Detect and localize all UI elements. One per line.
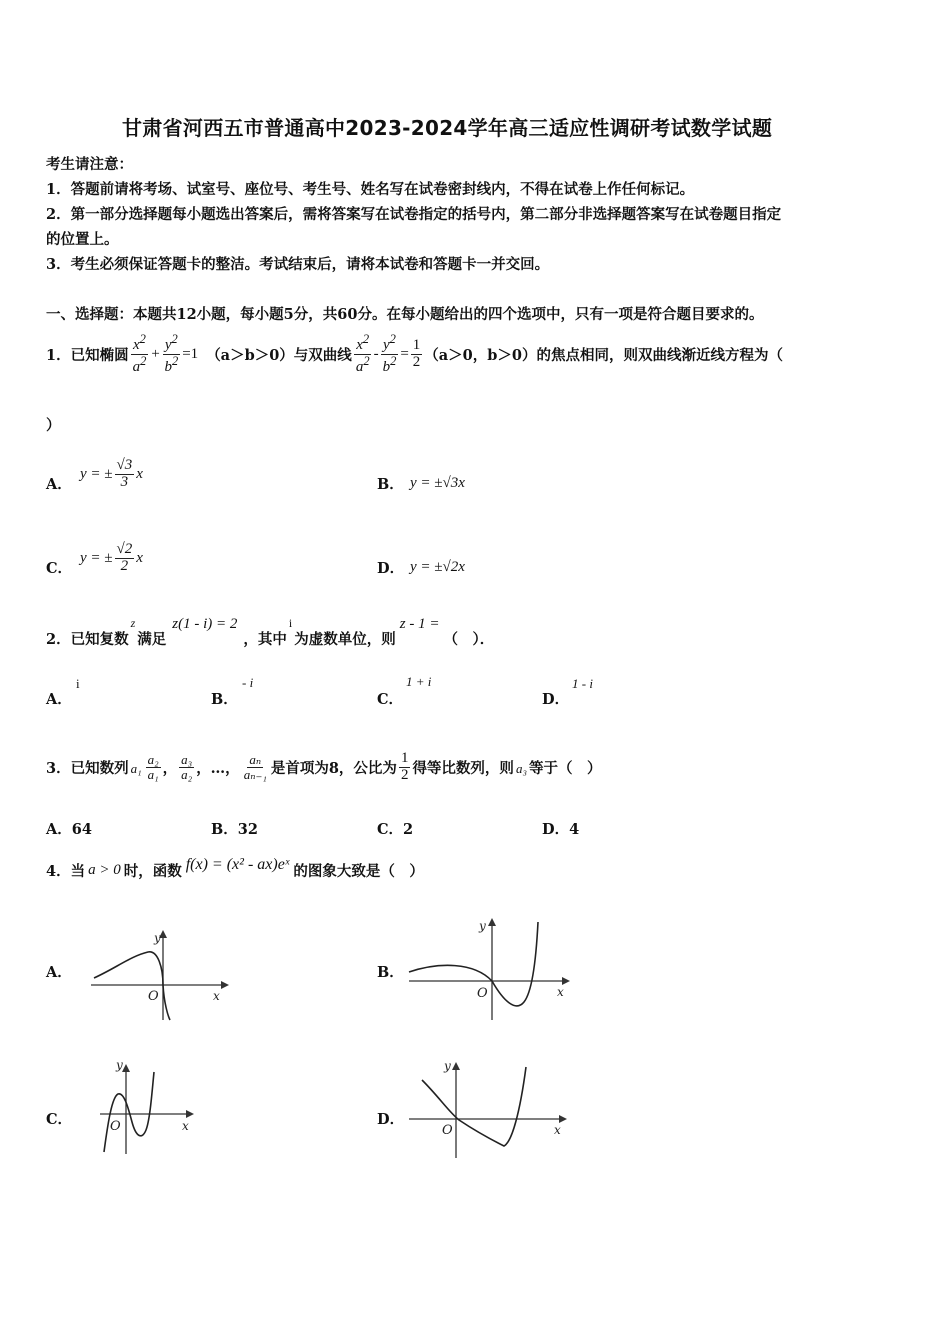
q4-graph-c — [98, 1052, 203, 1160]
q4-option-b-label: B． — [377, 964, 404, 981]
q1-stem-start: 1．已知椭圆 — [46, 346, 129, 364]
graph-d-origin: O — [442, 1123, 453, 1138]
q4-option-d-label: D． — [377, 1111, 405, 1128]
graph-c-origin: O — [110, 1119, 121, 1134]
q3-option-d: D．4 — [542, 821, 580, 838]
ellipse-equation: $\frac{x^2}{a^2}$ + $\frac{y^2}{b^2}$ =1 — [132, 331, 199, 375]
question-3: 3．已知数列 a₁ $\frac{\text{a₂}}{\text{a₁}}$ ， $\frac{\text{a₃}}{\text{a₂}}$ ，…， $\frac{\text{aₙ}}{\text{aₙ₋₁}}$ 是首项为8，公比为 $\frac{1}{2}$ 得等比数列，则 a₃ 等于（ ） — [46, 749, 602, 783]
question-1 — [46, 326, 783, 382]
q2-equation: z(1 - i) = 2 — [172, 616, 238, 632]
q2-option-c-label: C． — [377, 691, 404, 708]
q2-option-d: 1 - i — [572, 676, 593, 691]
q1-option-d-label: D． — [377, 560, 405, 577]
q1-stem-end: （a＞0，b＞0）的焦点相同，则双曲线渐近线方程为（ — [424, 346, 783, 364]
graph-d-x-label: x — [554, 1123, 561, 1137]
q2-option-b: - i — [242, 675, 254, 690]
graph-a-origin: O — [148, 989, 159, 1004]
q4-graph-d — [404, 1052, 574, 1162]
q1-option-c-label: C． — [46, 560, 73, 577]
page-title: 甘肃省河西五市普通高中2023-2024学年高三适应性调研考试数学试题 — [122, 116, 773, 140]
q4-graph-a — [86, 928, 231, 1023]
q4-graph-b — [404, 912, 574, 1027]
q4-function: f(x) = (x² - ax)eˣ — [185, 856, 290, 873]
q2-option-c: 1 + i — [406, 674, 432, 689]
q1-option-d: y = ±√2x — [410, 559, 465, 575]
graph-b-y-label: y — [479, 919, 486, 933]
graph-c-y-label: y — [116, 1058, 123, 1072]
q3-option-a: A．64 — [46, 821, 92, 838]
graph-a-y-label: y — [154, 931, 161, 945]
graph-c-x-label: x — [182, 1119, 189, 1133]
q1-option-b: y = ±√3x — [410, 475, 465, 491]
section-heading: 一、选择题：本题共12小题，每小题5分，共60分。在每小题给出的四个选项中，只有一项是符合题目要求的。 — [46, 306, 764, 323]
notice-heading: 考生请注意： — [46, 156, 133, 173]
q2-option-a: i — [76, 676, 80, 691]
question-2: 2．已知复数 z 满足 z(1 - i) = 2 ，其中 i 为虚数单位，则 z - 1 = （ ）． — [46, 616, 495, 648]
notice-item-3: 3．考生必须保证答题卡的整洁。考试结束后，请将本试卷和答题卡一并交回。 — [46, 256, 550, 273]
q2-option-a-label: A． — [46, 691, 72, 708]
q1-stem-mid: （a＞b＞0）与双曲线 — [206, 346, 352, 364]
question-4: 4．当 a > 0 时，函数 f(x) = (x² - ax)eˣ 的图象大致是（ ） — [46, 856, 424, 880]
q1-option-a: y = ± $\frac{√3}{3}$ x — [80, 456, 143, 490]
notice-item-1: 1．答题前请将考场、试室号、座位号、考生号、姓名写在试卷密封线内，不得在试卷上作任何标记。 — [46, 181, 695, 198]
notice-item-2: 2．第一部分选择题每小题选出答案后，需将答案写在试卷指定的括号内，第二部分非选择题答案写在试卷题目指定 — [46, 206, 782, 223]
graph-a-x-label: x — [213, 989, 220, 1003]
q3-option-b: B．32 — [211, 821, 258, 838]
q2-option-b-label: B． — [211, 691, 238, 708]
graph-b-x-label: x — [557, 985, 564, 999]
notice-item-2-cont: 的位置上。 — [46, 231, 119, 248]
q3-option-c: C．2 — [377, 821, 414, 838]
q1-option-c: y = ± $\frac{√2}{2}$ x — [80, 540, 143, 574]
hyperbola-equation: $\frac{x^2}{a^2}$ - $\frac{y^2}{b^2}$ = $\frac{1}{2}$ — [355, 331, 421, 375]
q1-close-paren: ） — [46, 417, 61, 434]
graph-b-origin: O — [477, 986, 488, 1001]
graph-d-y-label: y — [444, 1059, 451, 1073]
q1-option-a-label: A． — [46, 476, 72, 493]
q2-option-d-label: D． — [542, 691, 570, 708]
q1-option-b-label: B． — [377, 476, 404, 493]
q4-option-a-label: A． — [46, 964, 72, 981]
q4-option-c-label: C． — [46, 1111, 73, 1128]
